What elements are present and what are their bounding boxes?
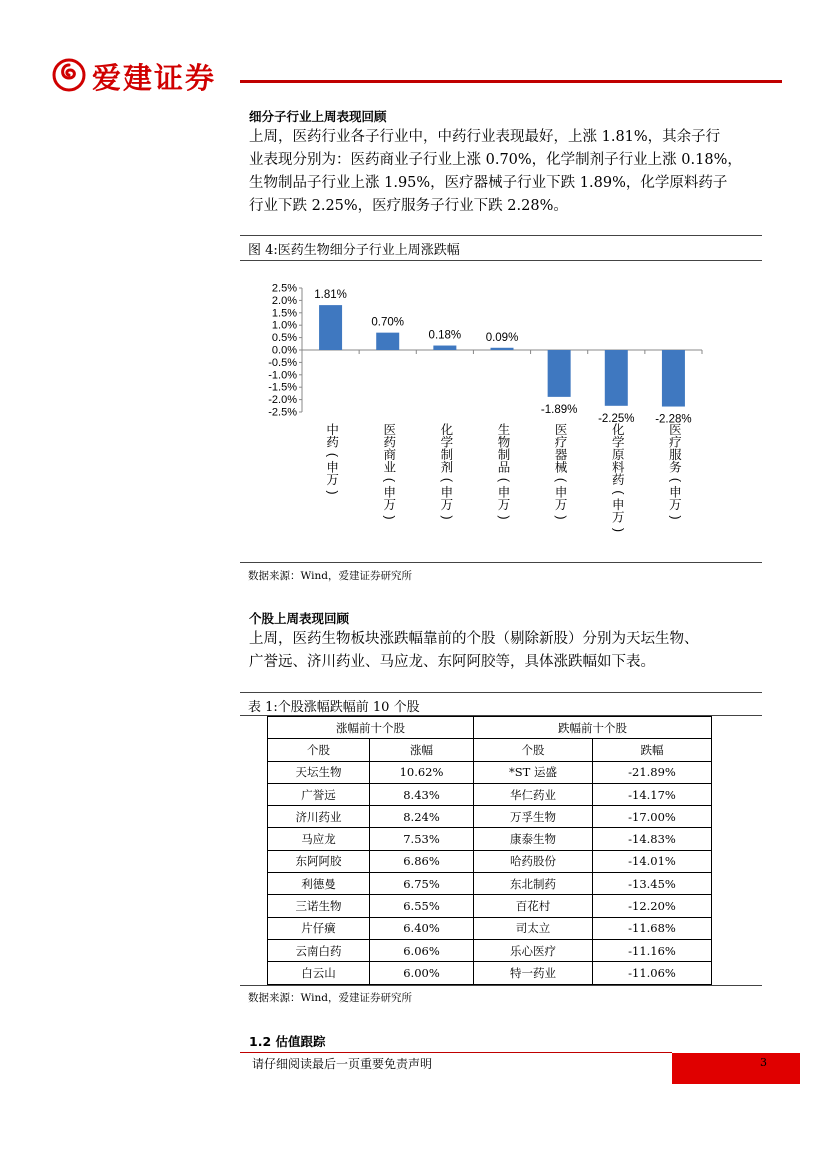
svg-text:生: 生 bbox=[497, 423, 511, 437]
svg-text:(: ( bbox=[497, 477, 511, 483]
paragraph-line: 生物制品子行业上涨 1.95%，医疗器械子行业下跌 1.89%，化学原料药子 bbox=[249, 175, 728, 191]
y-tick-label: -1.0% bbox=[268, 369, 297, 382]
figure-source: 数据来源：Wind，爱建证券研究所 bbox=[248, 570, 412, 582]
category-label bbox=[497, 422, 511, 520]
svg-text:申: 申 bbox=[669, 485, 682, 500]
loser-change-cell: -12.20% bbox=[593, 895, 712, 917]
svg-text:品: 品 bbox=[497, 460, 511, 475]
table-row bbox=[268, 806, 712, 828]
y-tick-label: -2.5% bbox=[268, 406, 297, 419]
svg-text:申: 申 bbox=[440, 485, 454, 500]
gainer-change-cell: 6.06% bbox=[370, 939, 474, 961]
gainer-name-cell: 三诺生物 bbox=[268, 895, 370, 917]
loser-change-cell: -11.16% bbox=[593, 939, 712, 961]
gainer-name-cell: 利德曼 bbox=[268, 873, 370, 895]
disclaimer-note: 请仔细阅读最后一页重要免责声明 bbox=[252, 1057, 433, 1071]
svg-text:万: 万 bbox=[383, 498, 396, 512]
loser-name-cell: 万孚生物 bbox=[474, 806, 593, 828]
svg-text:疗: 疗 bbox=[554, 435, 568, 450]
svg-text:医: 医 bbox=[383, 423, 396, 437]
svg-text:(: ( bbox=[439, 477, 454, 483]
svg-text:申: 申 bbox=[612, 498, 625, 512]
header-rule bbox=[240, 80, 782, 83]
loser-name-cell: 康泰生物 bbox=[474, 828, 593, 850]
gainer-name-cell: 天坛生物 bbox=[268, 761, 370, 783]
table-bottom-rule bbox=[240, 985, 762, 986]
svg-text:疗: 疗 bbox=[669, 435, 682, 450]
y-tick-label: 2.5% bbox=[271, 282, 297, 295]
table-row bbox=[268, 761, 712, 783]
table-group-header-row bbox=[268, 717, 712, 739]
data-label: -2.28% bbox=[655, 413, 692, 426]
svg-text:原: 原 bbox=[612, 448, 625, 462]
bar bbox=[319, 305, 342, 350]
svg-text:申: 申 bbox=[326, 460, 339, 475]
data-label: 0.09% bbox=[485, 331, 519, 344]
loser-name-cell: 特一药业 bbox=[474, 962, 593, 984]
gainer-change-cell: 6.86% bbox=[370, 850, 474, 872]
column-header: 个股 bbox=[474, 739, 593, 761]
svg-text:医: 医 bbox=[669, 423, 682, 437]
bar bbox=[662, 350, 685, 407]
stock-review-paragraph bbox=[249, 628, 699, 674]
svg-text:申: 申 bbox=[554, 485, 568, 500]
gainer-name-cell: 白云山 bbox=[268, 962, 370, 984]
svg-text:): ) bbox=[668, 515, 683, 520]
loser-name-cell: 司太立 bbox=[474, 917, 593, 939]
loser-name-cell: *ST 运盛 bbox=[474, 761, 593, 783]
loser-name-cell: 东北制药 bbox=[474, 873, 593, 895]
category-label bbox=[440, 423, 454, 520]
figure-caption: 图 4:医药生物细分子行业上周涨跌幅 bbox=[248, 243, 460, 258]
svg-text:商: 商 bbox=[383, 448, 396, 462]
figure-bottom-rule bbox=[240, 562, 762, 563]
svg-text:(: ( bbox=[325, 452, 340, 458]
category-label bbox=[554, 423, 568, 520]
gainers-group-header: 涨幅前十个股 bbox=[268, 717, 474, 739]
gainer-change-cell: 6.75% bbox=[370, 873, 474, 895]
svg-text:药: 药 bbox=[612, 473, 625, 487]
paragraph-line: 广誉远、济川药业、马应龙、东阿阿胶等，具体涨跌幅如下表。 bbox=[249, 654, 655, 670]
svg-text:): ) bbox=[439, 515, 454, 520]
svg-text:万: 万 bbox=[440, 498, 454, 512]
table-row bbox=[268, 828, 712, 850]
category-label bbox=[611, 423, 625, 532]
loser-change-cell: -14.17% bbox=[593, 783, 712, 805]
svg-text:务: 务 bbox=[669, 460, 682, 475]
loser-name-cell: 哈药股份 bbox=[474, 850, 593, 872]
y-tick-label: -2.0% bbox=[268, 394, 297, 407]
svg-text:料: 料 bbox=[612, 460, 625, 475]
gainer-change-cell: 10.62% bbox=[370, 761, 474, 783]
gainer-name-cell: 马应龙 bbox=[268, 828, 370, 850]
top-movers-table bbox=[267, 716, 712, 985]
svg-text:化: 化 bbox=[440, 423, 454, 437]
svg-text:): ) bbox=[611, 527, 626, 533]
svg-text:械: 械 bbox=[554, 460, 568, 475]
bar bbox=[548, 350, 571, 397]
svg-text:服: 服 bbox=[669, 448, 682, 462]
loser-name-cell: 乐心医疗 bbox=[474, 939, 593, 961]
table-row bbox=[268, 873, 712, 895]
paragraph-line: 上周，医药生物板块涨跌幅靠前的个股（剔除新股）分别为天坛生物、 bbox=[249, 631, 699, 647]
bar bbox=[605, 350, 628, 406]
svg-text:制: 制 bbox=[440, 448, 454, 462]
loser-change-cell: -11.68% bbox=[593, 917, 712, 939]
table-body bbox=[268, 761, 712, 984]
svg-text:化: 化 bbox=[612, 423, 625, 437]
gainer-name-cell: 广誉远 bbox=[268, 783, 370, 805]
svg-text:申: 申 bbox=[497, 485, 511, 500]
bar bbox=[491, 348, 514, 350]
loser-change-cell: -14.01% bbox=[593, 850, 712, 872]
bar bbox=[376, 333, 399, 350]
swirl-logo-icon bbox=[52, 58, 86, 92]
svg-text:): ) bbox=[325, 490, 340, 495]
gainer-change-cell: 6.40% bbox=[370, 917, 474, 939]
loser-name-cell: 华仁药业 bbox=[474, 783, 593, 805]
svg-text:学: 学 bbox=[612, 435, 625, 450]
svg-text:剂: 剂 bbox=[440, 460, 454, 475]
category-label bbox=[383, 423, 397, 520]
page-number: 3 bbox=[760, 1056, 767, 1069]
data-label: 0.70% bbox=[371, 316, 405, 329]
losers-group-header: 跌幅前十个股 bbox=[474, 717, 712, 739]
y-tick-label: -1.5% bbox=[268, 381, 297, 394]
gainer-name-cell: 片仔癀 bbox=[268, 917, 370, 939]
gainer-name-cell: 云南白药 bbox=[268, 939, 370, 961]
brand-name: 爱建证券 bbox=[92, 61, 217, 95]
loser-change-cell: -11.06% bbox=[593, 962, 712, 984]
column-header: 个股 bbox=[268, 739, 370, 761]
svg-text:万: 万 bbox=[326, 473, 339, 487]
paragraph-line: 行业下跌 2.25%，医疗服务子行业下跌 2.28%。 bbox=[249, 198, 568, 214]
data-label: -1.89% bbox=[540, 403, 578, 416]
svg-text:): ) bbox=[554, 515, 569, 520]
svg-text:申: 申 bbox=[383, 485, 396, 500]
figure-top-rule bbox=[240, 235, 762, 236]
table-column-header-row bbox=[268, 739, 712, 761]
gainer-change-cell: 8.43% bbox=[370, 783, 474, 805]
svg-text:): ) bbox=[497, 515, 511, 520]
svg-text:药: 药 bbox=[383, 435, 396, 450]
svg-text:(: ( bbox=[554, 477, 569, 483]
svg-text:物: 物 bbox=[497, 435, 511, 450]
y-tick-label: -0.5% bbox=[268, 356, 297, 369]
loser-name-cell: 百花村 bbox=[474, 895, 593, 917]
svg-text:(: ( bbox=[382, 477, 397, 483]
gainer-change-cell: 7.53% bbox=[370, 828, 474, 850]
column-header: 涨幅 bbox=[370, 739, 474, 761]
loser-change-cell: -21.89% bbox=[593, 761, 712, 783]
svg-text:医: 医 bbox=[554, 423, 568, 437]
stock-review-title: 个股上周表现回顾 bbox=[249, 611, 350, 626]
loser-change-cell: -13.45% bbox=[593, 873, 712, 895]
paragraph-line: 上周，医药行业各子行业中，中药行业表现最好，上涨 1.81%，其余子行 bbox=[249, 129, 721, 145]
table-caption: 表 1:个股涨幅跌幅前 10 个股 bbox=[248, 700, 420, 715]
svg-text:中: 中 bbox=[326, 423, 339, 437]
loser-change-cell: -17.00% bbox=[593, 806, 712, 828]
table-row bbox=[268, 962, 712, 984]
table-row bbox=[268, 895, 712, 917]
column-header: 跌幅 bbox=[593, 739, 712, 761]
table-top-rule bbox=[240, 692, 762, 693]
gainer-change-cell: 8.24% bbox=[370, 806, 474, 828]
table-row bbox=[268, 850, 712, 872]
svg-text:制: 制 bbox=[497, 448, 511, 462]
data-label: -2.25% bbox=[598, 412, 635, 425]
gainer-name-cell: 东阿阿胶 bbox=[268, 850, 370, 872]
bar bbox=[433, 346, 456, 350]
subindustry-review-title: 细分子行业上周表现回顾 bbox=[249, 109, 387, 124]
svg-text:学: 学 bbox=[440, 435, 454, 450]
figure-caption-rule bbox=[240, 260, 762, 261]
loser-change-cell: -14.83% bbox=[593, 828, 712, 850]
svg-text:器: 器 bbox=[554, 448, 568, 462]
svg-text:): ) bbox=[382, 515, 397, 520]
gainer-change-cell: 6.55% bbox=[370, 895, 474, 917]
y-tick-label: 2.0% bbox=[271, 294, 297, 307]
table-row bbox=[268, 783, 712, 805]
data-label: 1.81% bbox=[314, 289, 347, 302]
svg-text:业: 业 bbox=[383, 460, 396, 475]
y-tick-label: 0.0% bbox=[271, 344, 297, 357]
footer-accent-box bbox=[672, 1053, 800, 1084]
subindustry-bar-chart bbox=[240, 268, 720, 558]
y-tick-label: 1.0% bbox=[271, 319, 297, 332]
svg-text:万: 万 bbox=[612, 510, 625, 525]
svg-text:万: 万 bbox=[554, 498, 568, 512]
svg-text:药: 药 bbox=[326, 435, 339, 450]
category-label bbox=[326, 422, 340, 495]
table-row bbox=[268, 939, 712, 961]
y-tick-label: 0.5% bbox=[271, 332, 297, 345]
table-row bbox=[268, 917, 712, 939]
paragraph-line: 业表现分别为：医药商业子行业上涨 0.70%，化学制剂子行业上涨 0.18%， bbox=[249, 152, 742, 168]
subindustry-review-paragraph bbox=[249, 126, 742, 218]
gainer-name-cell: 济川药业 bbox=[268, 806, 370, 828]
svg-text:(: ( bbox=[611, 490, 626, 495]
chart-canvas bbox=[240, 268, 720, 558]
y-tick-label: 1.5% bbox=[271, 307, 297, 320]
svg-text:万: 万 bbox=[497, 498, 511, 512]
svg-text:万: 万 bbox=[669, 498, 682, 512]
table-source: 数据来源：Wind，爱建证券研究所 bbox=[248, 992, 412, 1004]
svg-text:(: ( bbox=[668, 477, 683, 483]
footer-rule bbox=[240, 1052, 672, 1053]
valuation-tracking-title: 1.2 估值跟踪 bbox=[249, 1034, 326, 1049]
data-label: 0.18% bbox=[428, 329, 462, 342]
gainer-change-cell: 6.00% bbox=[370, 962, 474, 984]
category-label bbox=[668, 423, 682, 520]
